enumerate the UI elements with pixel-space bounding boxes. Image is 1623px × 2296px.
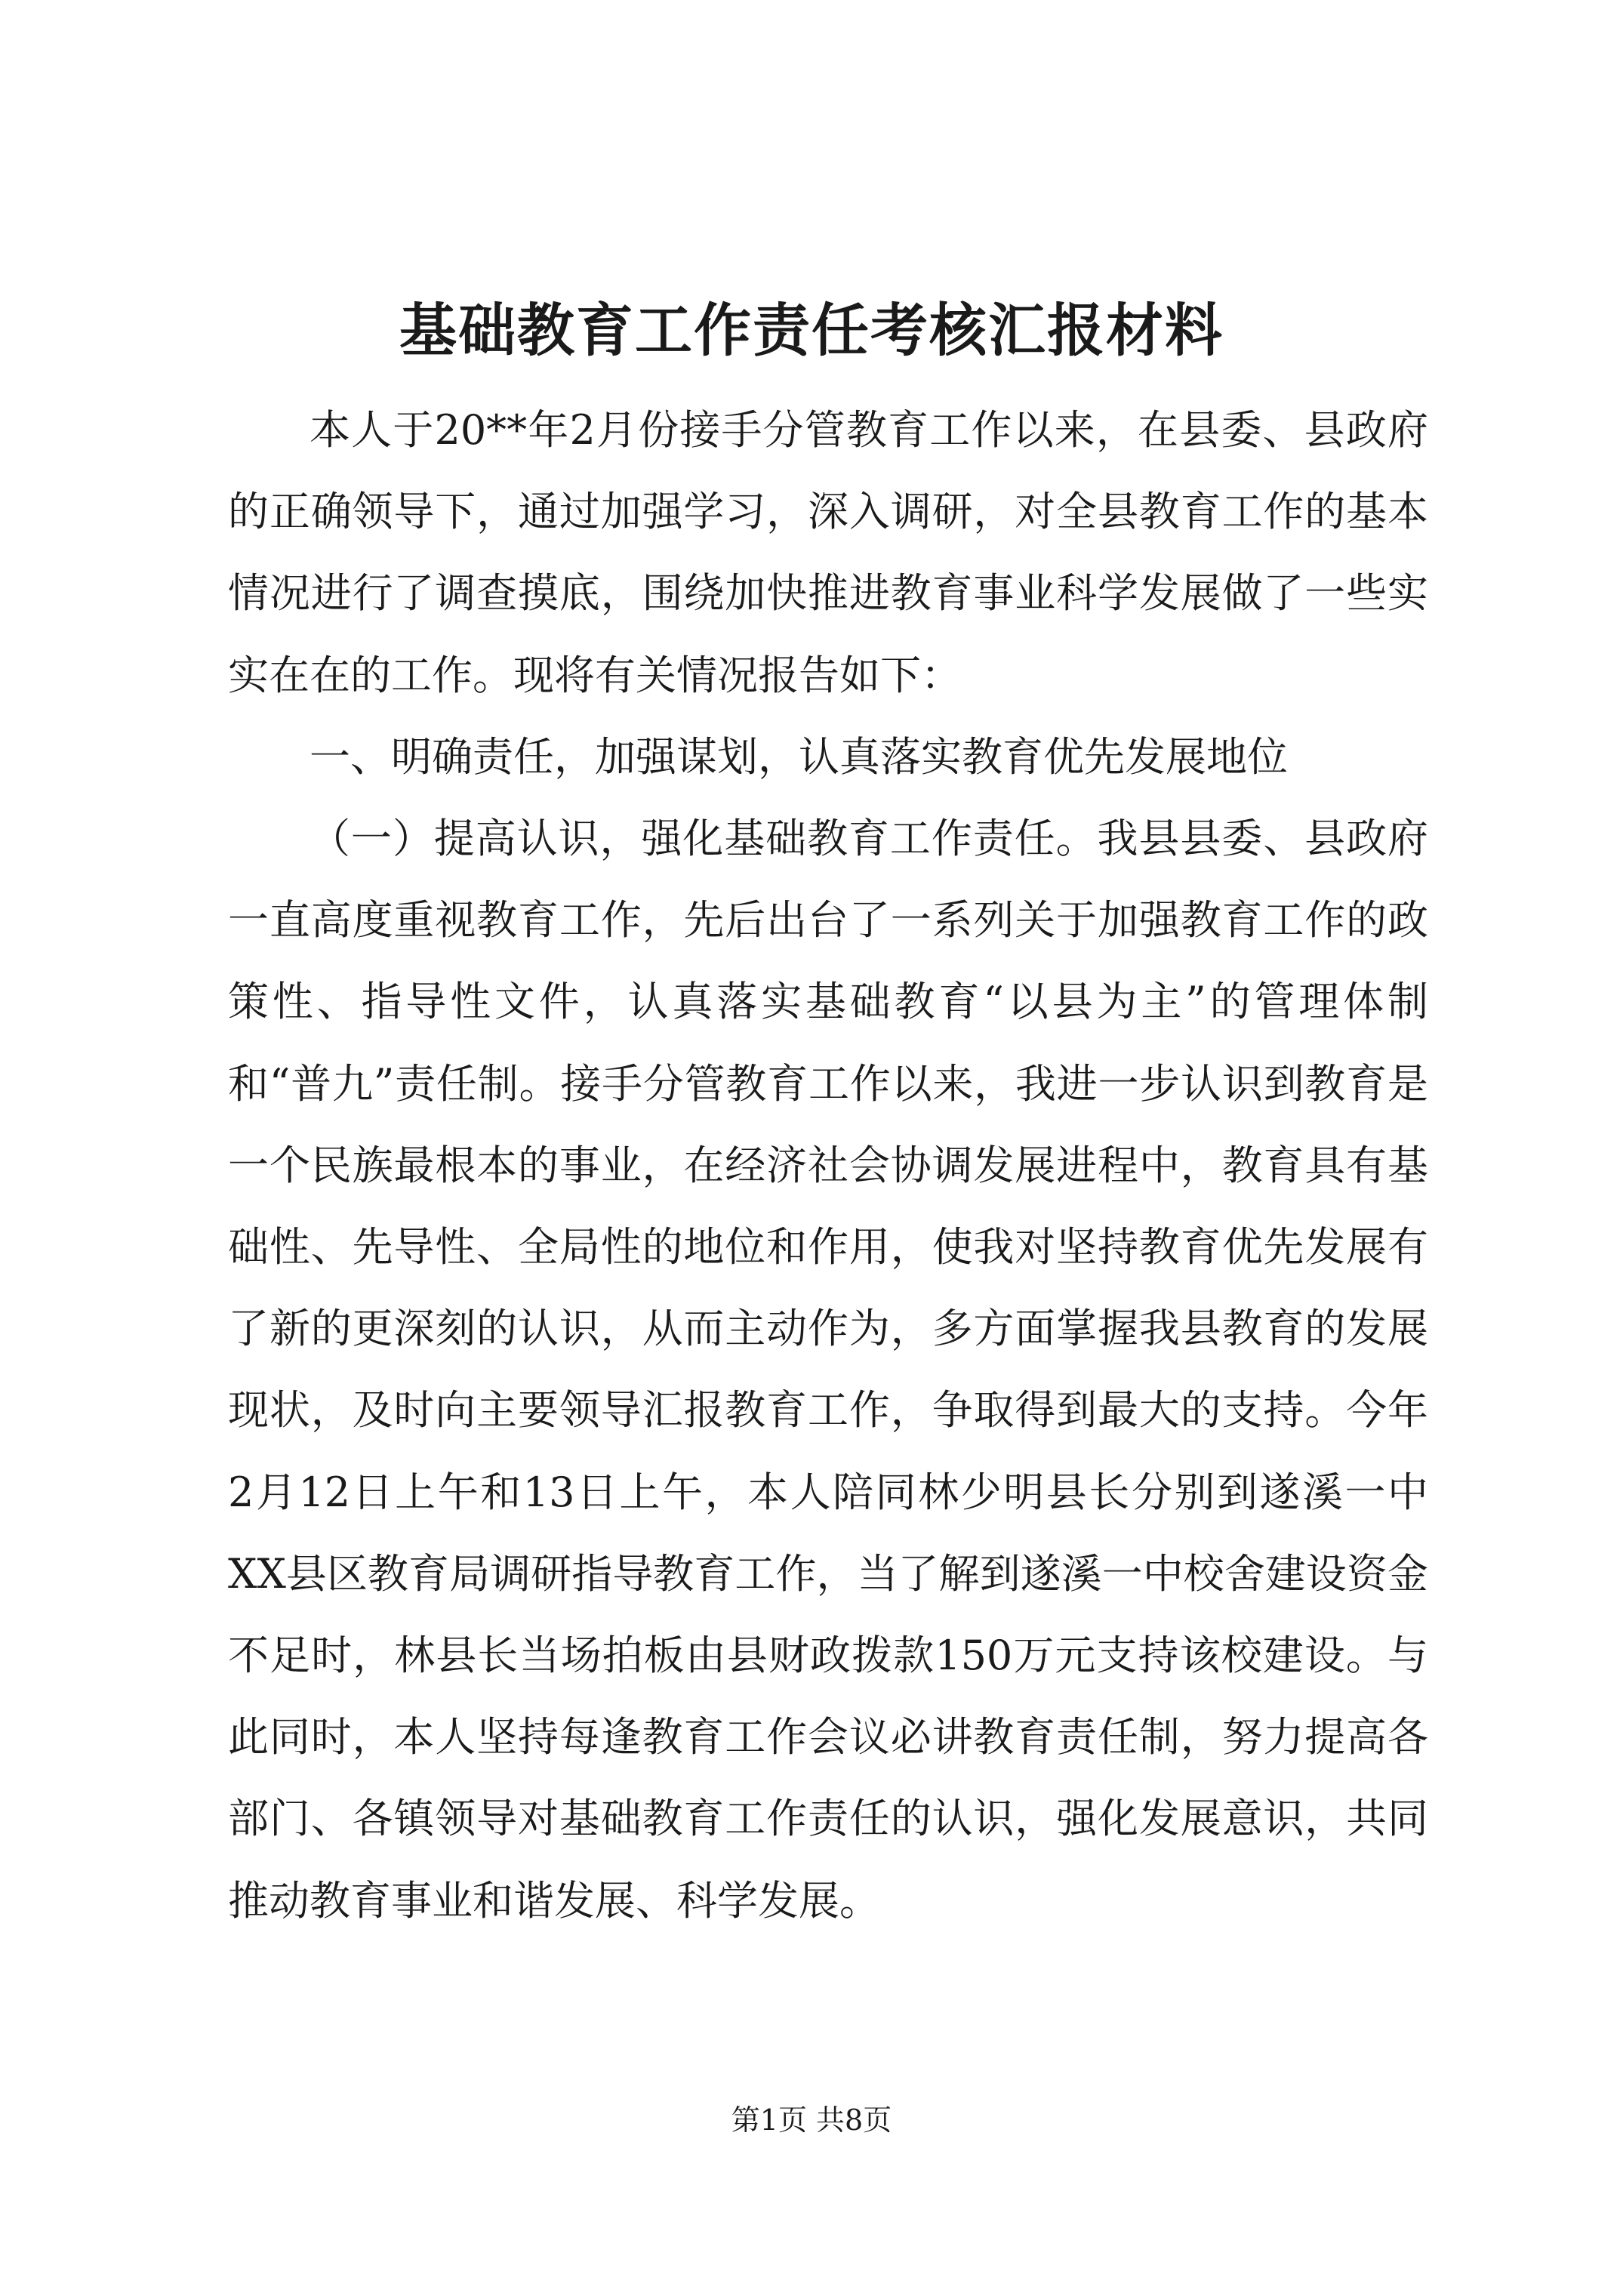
document-body [228, 390, 1428, 1942]
section-heading: 一、明确责任，加强谋划，认真落实教育优先发展地位 [310, 732, 1288, 781]
document-title: 基础教育工作责任考核汇报材料 [399, 297, 1224, 364]
page-number: 第1页 共8页 [731, 2103, 892, 2137]
intro-paragraph: 本人于20**年2月份接手分管教育工作以来，在县委、县政府的正确领导下，通过加强学习，深入调研，对全县教育工作的基本情况进行了调查摸底，围绕加快推进教育事业科学发展做了一些实实在在的工作。现将有关情况报告如下： [228, 406, 1428, 699]
subsection-paragraph: （一）提高认识，强化基础教育工作责任。我县县委、县政府一直高度重视教育工作，先后出台了一系列关于加强教育工作的政策性、指导性文件，认真落实基础教育“以县为主”的管理体制和“普九”责任制。接手分管教育工作以来，我进一步认识到教育是一个民族最根本的事业，在经济社会协调发展进程中，教育具有基础性、先导性、全局性的地位和作用，使我对坚持教育优先发展有了新的更深刻的认识，从而主动作为，多方面掌握我县教育的发展现状，及时向主要领导汇报教育工作，争取得到最大的支持。今年2月12日上午和13日上午，本人陪同林少明县长分别到遂溪一中XX县区教育局调研指导教育工作，当了解到遂溪一中校舍建设资金不足时，林县长当场拍板由县财政拨款150万元支持该校建设。与此同时，本人坚持每逢教育工作会议必讲教育责任制，努力提高各部门、各镇领导对基础教育工作责任的认识，强化发展意识，共同推动教育事业和谐发展、科学发展。 [228, 815, 1428, 1925]
